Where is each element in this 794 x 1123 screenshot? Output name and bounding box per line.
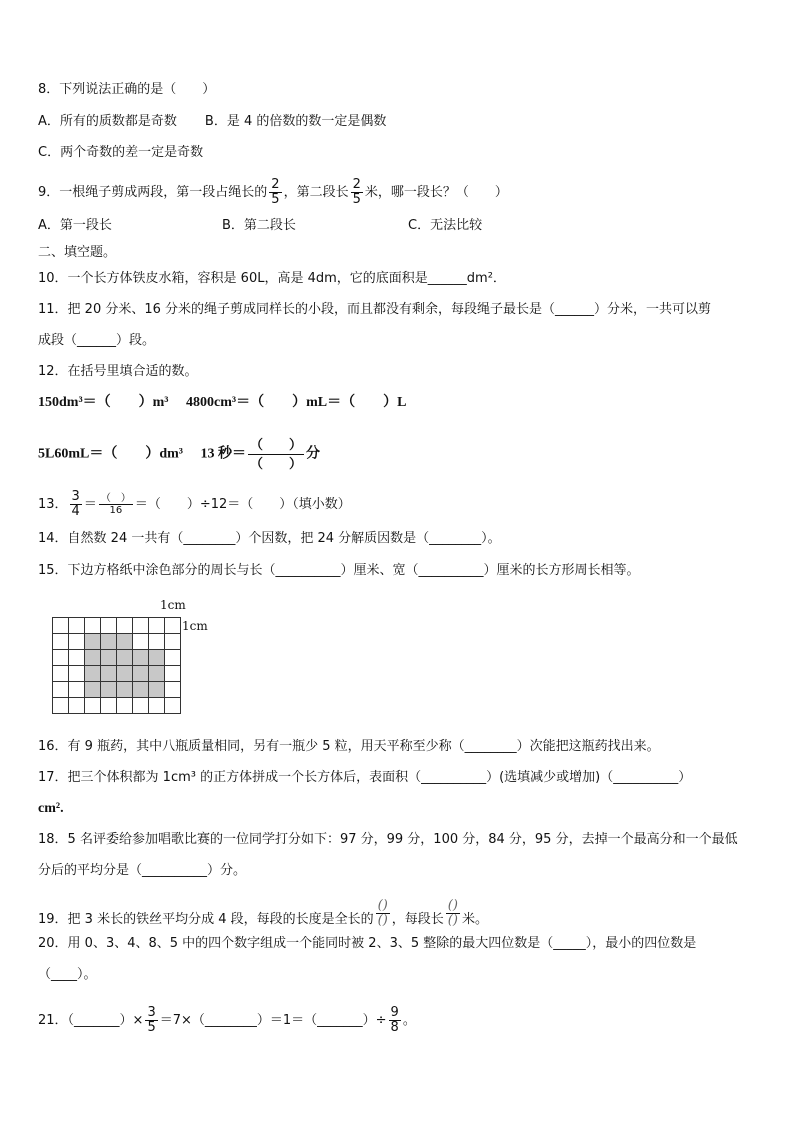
grid-cell [85,698,101,714]
q19 [38,898,488,934]
grid-cell [165,666,181,682]
grid-cell-shaded [117,666,133,682]
grid-cell [133,634,149,650]
grid-cell-shaded [85,682,101,698]
q14: 14．自然数 24 一共有（________）个因数，把 24 分解质因数是（________）。 [38,531,501,546]
grid-cell-shaded [117,650,133,666]
grid-cell [117,618,133,634]
q21-part-b: ＝7×（________）＝1＝（_______）÷ [159,1013,387,1028]
grid-cell-shaded [85,666,101,682]
grid-cell-shaded [101,634,117,650]
q12-row1: 150dm³＝（ ）m³ 4800cm³＝（ ）mL＝（ ）L [38,395,407,410]
grid-cell [69,682,85,698]
q16: 16．有 9 瓶药，其中八瓶质量相同，另有一瓶少 5 粒，用天平称至少称（________）次能把这瓶药找出来。 [38,739,660,754]
grid-cell [165,634,181,650]
q13-lead: 13． [38,497,68,512]
grid-cell [53,682,69,698]
q8-option-a: A．所有的质数都是奇数 [38,114,177,129]
q19-part-a: 19．把 3 米长的铁丝平均分成 4 段，每段的长度是全长的 [38,912,374,927]
q21-part-a: 21．（_______）× [38,1013,144,1028]
q9-stem-part-b: ，第二段长 [283,185,349,200]
q9-stem-part-c: 米，哪一段长？（ ） [364,185,508,200]
q13-fraction-2: $\frac{( )}{16}$ [100,493,131,516]
grid-cell-shaded [149,666,165,682]
grid-cell-shaded [149,682,165,698]
grid-cell [53,666,69,682]
q19-fraction-1: $\frac{()}{()}$ [377,898,388,928]
grid-cell-shaded [133,682,149,698]
grid-cell [85,618,101,634]
q8-option-c: C．两个奇数的差一定是奇数 [38,145,204,160]
grid-cell [165,618,181,634]
q13-fraction-1: $\frac{3}{4}$ [71,489,80,519]
q21-fraction-1: $\frac{3}{5}$ [147,1005,156,1035]
section-title: 二、填空题。 [38,245,117,260]
grid-cell [101,698,117,714]
grid-cell-shaded [117,634,133,650]
grid-cell [53,618,69,634]
q20-line2: （____）。 [38,967,97,982]
grid-cell [165,650,181,666]
grid-cell [165,682,181,698]
q12-stem: 12．在括号里填合适的数。 [38,364,198,379]
q18-line1: 18．5 名评委给参加唱歌比赛的一位同学打分如下：97 分，99 分，100 分，84 分，95 分，去掉一个最高分和一个最低 [38,832,738,847]
grid-cell [133,698,149,714]
grid-cell [53,650,69,666]
q12-row2-part-b: 分 [306,446,320,462]
grid-cell [53,634,69,650]
q21 [38,1006,416,1035]
q9-stem [38,178,508,207]
q9-fraction-1: $\frac{2}{5}$ [271,177,280,207]
q17-line2: cm². [38,801,64,816]
q9-choices [38,216,482,236]
grid-cell [101,618,117,634]
grid-cell [165,698,181,714]
q8-choices [38,112,386,132]
q19-part-b: ，每段长 [391,912,444,927]
q20-line1: 20．用 0、3、4、8、5 中的四个数字组成一个能同时被 2、3、5 整除的最大四位数是（_____），最小的四位数是 [38,936,697,951]
grid-cell-shaded [101,682,117,698]
q11-line1: 11．把 20 分米、16 分米的绳子剪成同样长的小段，而且都没有剩余，每段绳子最长是（______）分米，一共可以剪 [38,302,712,317]
grid-cell [69,698,85,714]
grid-cell-shaded [85,634,101,650]
q19-part-c: 米。 [461,912,488,927]
grid-cell [149,634,165,650]
grid-cell-shaded [117,682,133,698]
grid-cell-shaded [133,650,149,666]
q9-option-c: C．无法比较 [408,218,483,233]
grid-cell-shaded [133,666,149,682]
grid-cell-shaded [101,650,117,666]
q21-fraction-2: $\frac{9}{8}$ [390,1005,399,1035]
q19-fraction-2: $\frac{()}{()}$ [447,898,458,928]
grid-cell [69,634,85,650]
q10: 10．一个长方体铁皮水箱，容积是 60L，高是 4dm，它的底面积是______dm²． [38,271,506,286]
q17-line1: 17．把三个体积都为 1cm³ 的正方体拼成一个长方体后，表面积（__________）(选填减少或增加)（__________） [38,770,692,785]
q9-option-b: B．第二段长 [222,218,296,233]
grid-cell [133,618,149,634]
q21-part-c: 。 [402,1013,416,1028]
q13-equals: ＝ [83,497,97,512]
q11-line2: 成段（______）段。 [38,333,156,348]
q13 [38,490,351,519]
q18-line2: 分后的平均分是（__________）分。 [38,863,247,878]
q9-option-a: A．第一段长 [38,218,112,233]
grid-cell [149,618,165,634]
grid-cell [117,698,133,714]
q8-option-b: B．是 4 的倍数的数一定是偶数 [204,114,387,129]
q12-row2-part-a: 5L60mL＝（ ）dm³ 13 秒＝ [38,446,246,462]
q9-stem-part-a: 9．一根绳子剪成两段，第一段占绳长的 [38,185,268,200]
grid-cell [53,698,69,714]
grid-cell-shaded [101,666,117,682]
q9-fraction-2: $\frac{2}{5}$ [352,177,361,207]
q12-fraction: $\frac{( )}{( )}$ [249,437,302,471]
grid-paper [52,617,184,717]
grid-cell-shaded [85,650,101,666]
grid-cell [149,698,165,714]
grid-label-side: 1cm [182,619,208,633]
grid-cell [69,666,85,682]
grid-cell [69,618,85,634]
q13-rest: ＝（ ）÷12＝（ ）（填小数） [134,497,351,512]
q8-stem: 8．下列说法正确的是（ ） [38,82,216,97]
q12-row2 [38,436,320,473]
grid-cell [69,650,85,666]
grid-cell-shaded [149,650,165,666]
grid-label-top: 1cm [160,598,186,612]
q15: 15．下边方格纸中涂色部分的周长与长（__________）厘米、宽（__________）厘米的长方形周长相等。 [38,563,640,578]
